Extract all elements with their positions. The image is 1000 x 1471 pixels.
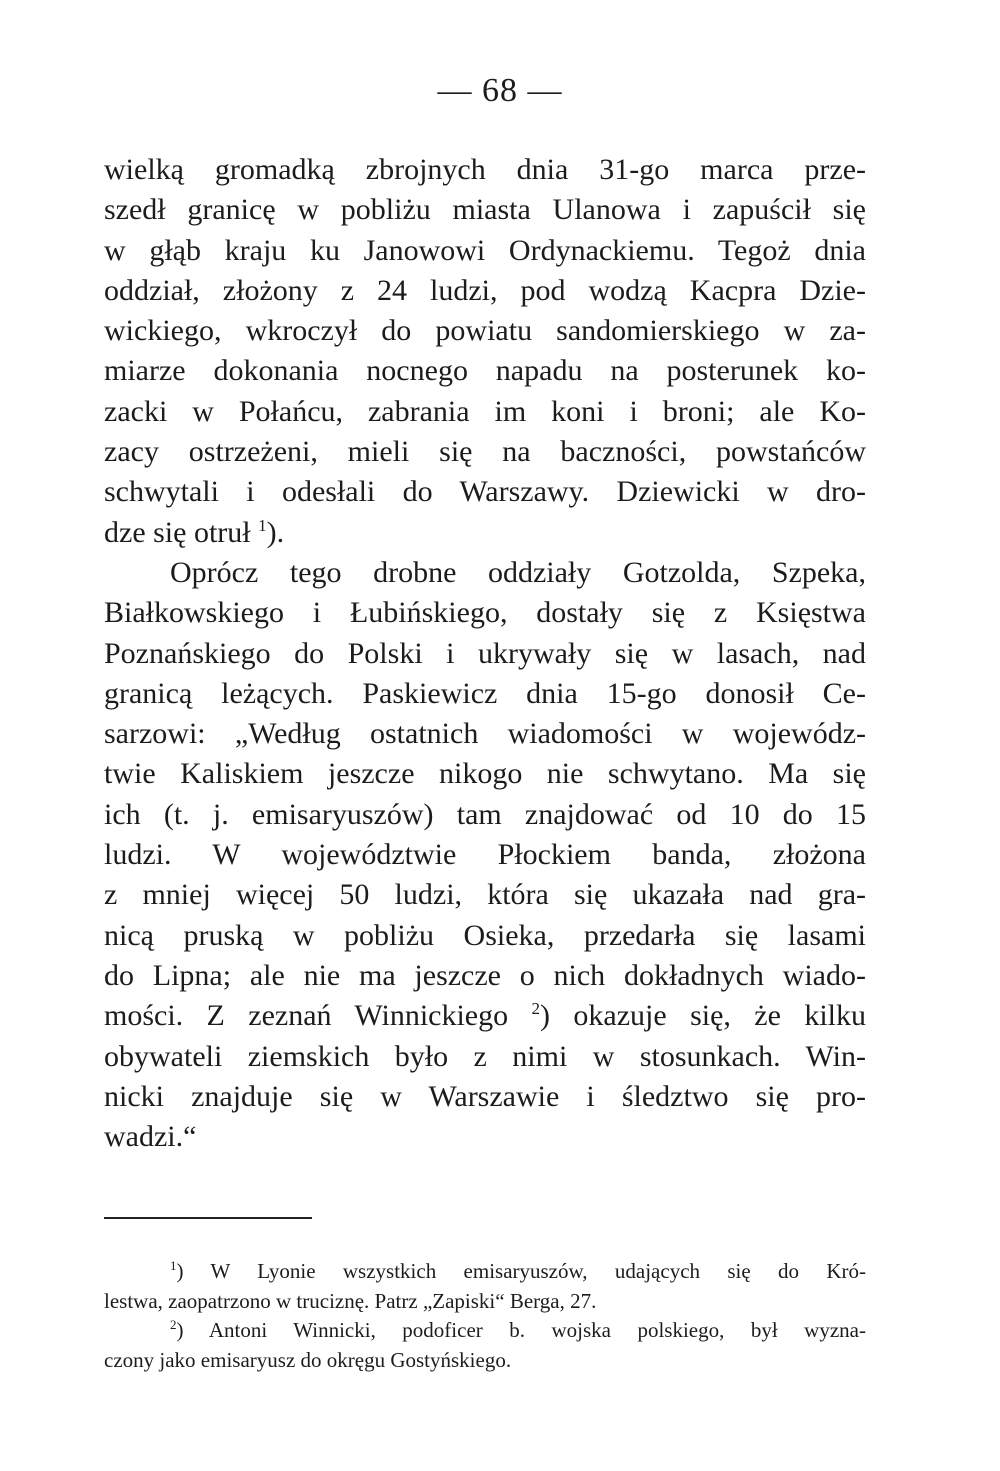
footnote-line: czony jako emisaryusz do okręgu Gostyńskiego. (104, 1347, 512, 1372)
text-line: ich (t. j. emisaryuszów) tam znajdować od 10 do 15 (104, 797, 866, 831)
text-line: miarze dokonania nocnego napadu na posterunek ko- (104, 354, 866, 388)
text-line (104, 996, 866, 1036)
text-line: w głąb kraju ku Janowowi Ordynackiemu. Tegoż dnia (104, 233, 866, 267)
footnote-line: lestwa, zaopatrzono w truciznę. Patrz „Zapiski“ Berga, 27. (104, 1288, 597, 1313)
text-line: twie Kaliskiem jeszcze nikogo nie schwytano. Ma się (104, 757, 866, 791)
text-fragment: dze się otruł (104, 515, 251, 549)
text-line (104, 513, 866, 553)
text-line: do Lipna; ale nie ma jeszcze o nich dokładnych wiado- (104, 958, 866, 992)
main-text (104, 150, 866, 1157)
text-line: z mniej więcej 50 ludzi, która się ukazała nad gra- (104, 878, 866, 912)
text-line: wadzi.“ (104, 1120, 197, 1154)
text-line: obywateli ziemskich było z nimi w stosunkach. Win- (104, 1039, 866, 1073)
text-line: ludzi. W województwie Płockiem banda, złożona (104, 838, 866, 872)
text-line: Poznańskiego do Polski i ukrywały się w lasach, nad (104, 636, 866, 670)
text-line: sarzowi: „Według ostatnich wiadomości w wojewódz- (104, 717, 866, 751)
text-line: zacy ostrzeżeni, mieli się na baczności, powstańców (104, 435, 866, 469)
text-fragment: ) W Lyonie wszystkich emisaryuszów, udających się do Kró- (176, 1259, 866, 1283)
text-line: szedł granicę w pobliżu miasta Ulanowa i zapuścił się (104, 193, 866, 227)
footnote-marker: 2 (170, 1317, 177, 1332)
text-line: zacki w Połańcu, zabrania im koni i broni; ale Ko- (104, 394, 866, 428)
text-line: granicą leżących. Paskiewicz dnia 15-go donosił Ce- (104, 676, 866, 710)
text-line: wielką gromadką zbrojnych dnia 31-go marca prze- (104, 153, 866, 186)
text-fragment: ). (266, 515, 285, 549)
page-number: — 68 — (437, 72, 563, 109)
text-fragment: ) okazuje się, że kilku (540, 999, 866, 1033)
footnote-separator (104, 1217, 312, 1219)
text-line: Białkowskiego i Łubińskiego, dostały się z Księstwa (104, 596, 866, 630)
footnote-line (104, 1257, 866, 1287)
footnote-reference: 2 (531, 999, 541, 1019)
text-line: wickiego, wkroczył do powiatu sandomierskiego w za- (104, 314, 866, 348)
text-fragment: ) Antoni Winnicki, podoficer b. wojska polskiego, był wyzna- (176, 1318, 866, 1342)
footnotes (104, 1257, 866, 1375)
text-line: nicą pruską w pobliżu Osieka, przedarła się lasami (104, 918, 866, 952)
text-line: Oprócz tego drobne oddziały Gotzolda, Szpeka, (170, 555, 866, 589)
footnote-line (104, 1316, 866, 1346)
text-line: schwytali i odesłali do Warszawy. Dziewicki w dro- (104, 475, 866, 509)
footnote-marker: 1 (170, 1258, 177, 1273)
text-line: oddział, złożony z 24 ludzi, pod wodzą Kacpra Dzie- (104, 273, 866, 307)
footnote-reference: 1 (258, 515, 267, 535)
text-fragment: mości. Z zeznań Winnickiego (104, 999, 509, 1033)
text-line: nicki znajduje się w Warszawie i śledztwo się pro- (104, 1079, 866, 1113)
